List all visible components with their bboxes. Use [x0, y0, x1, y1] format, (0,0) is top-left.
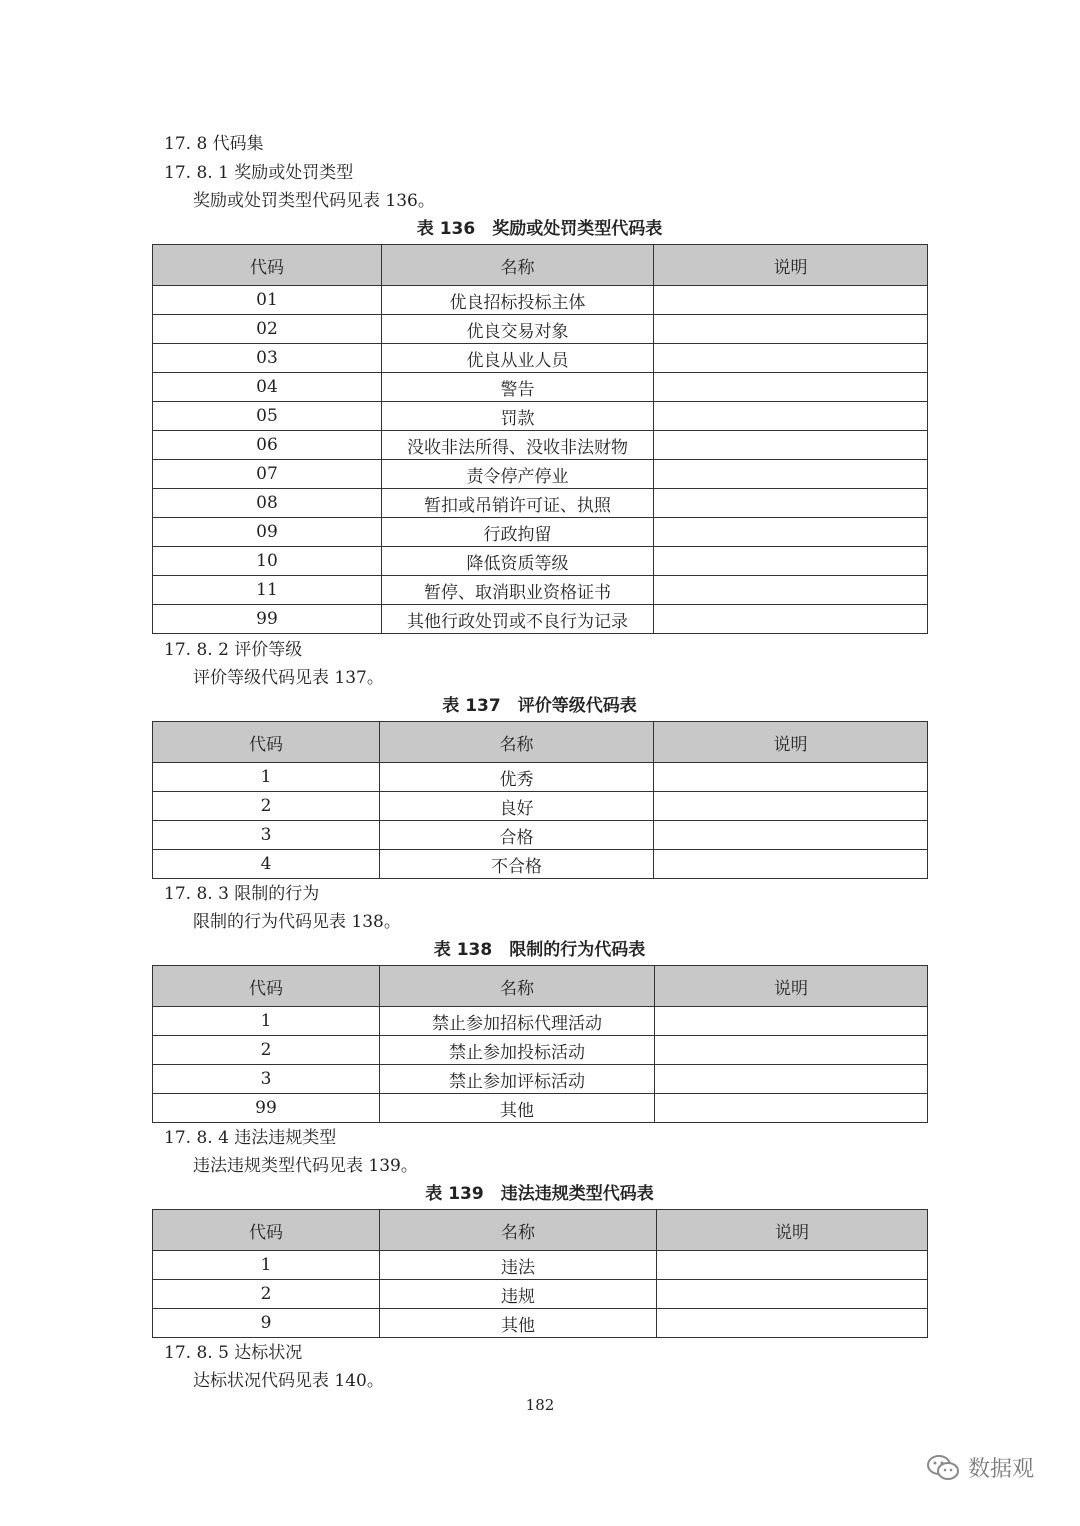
name-cell: 优秀 — [380, 763, 654, 792]
table-row — [153, 1094, 928, 1123]
table-row — [153, 1251, 928, 1280]
name-cell: 禁止参加投标活动 — [380, 1036, 655, 1065]
table-row — [153, 286, 928, 315]
table-row — [153, 1309, 928, 1338]
name-cell: 不合格 — [380, 850, 654, 879]
name-cell: 其他 — [380, 1309, 657, 1338]
name-cell: 警告 — [382, 373, 654, 402]
note-cell — [657, 1280, 928, 1309]
name-cell: 其他行政处罚或不良行为记录 — [382, 605, 654, 634]
page-number: 182 — [525, 1396, 555, 1414]
section-heading-17-8-3: 17. 8. 3 限制的行为 — [164, 884, 320, 904]
code-cell: 09 — [153, 518, 382, 547]
table-row — [153, 1036, 928, 1065]
name-cell: 合格 — [380, 821, 654, 850]
column-header: 代码 — [153, 245, 382, 286]
column-header: 说明 — [657, 1210, 928, 1251]
table-caption-138: 表 138 限制的行为代码表 — [433, 940, 646, 960]
table-caption-139: 表 139 违法违规类型代码表 — [425, 1184, 654, 1204]
table-row — [153, 850, 928, 879]
table-row — [153, 576, 928, 605]
name-cell: 行政拘留 — [382, 518, 654, 547]
name-cell: 良好 — [380, 792, 654, 821]
name-cell: 没收非法所得、没收非法财物 — [382, 431, 654, 460]
code-cell: 02 — [153, 315, 382, 344]
code-cell: 03 — [153, 344, 382, 373]
name-cell: 违规 — [380, 1280, 657, 1309]
section-intro-17-8-3: 限制的行为代码见表 138。 — [193, 912, 401, 932]
note-cell — [654, 402, 928, 431]
note-cell — [655, 1036, 928, 1065]
name-cell: 违法 — [380, 1251, 657, 1280]
column-header: 说明 — [655, 966, 928, 1007]
name-cell: 禁止参加招标代理活动 — [380, 1007, 655, 1036]
note-cell — [654, 576, 928, 605]
section-intro-17-8-5: 达标状况代码见表 140。 — [193, 1371, 384, 1391]
table-row — [153, 547, 928, 576]
name-cell: 责令停产停业 — [382, 460, 654, 489]
name-cell: 优良招标投标主体 — [382, 286, 654, 315]
column-header: 说明 — [654, 245, 928, 286]
section-intro-17-8-4: 违法违规类型代码见表 139。 — [193, 1156, 418, 1176]
column-header: 代码 — [153, 1210, 380, 1251]
table-row — [153, 763, 928, 792]
note-cell — [654, 547, 928, 576]
code-cell: 99 — [153, 1094, 380, 1123]
wechat-icon — [926, 1453, 960, 1483]
code-table-138 — [152, 965, 928, 1123]
name-cell: 罚款 — [382, 402, 654, 431]
name-cell: 其他 — [380, 1094, 655, 1123]
column-header: 名称 — [382, 245, 654, 286]
code-cell: 11 — [153, 576, 382, 605]
code-cell: 06 — [153, 431, 382, 460]
watermark-text: 数据观 — [968, 1457, 1035, 1482]
table-row — [153, 1280, 928, 1309]
code-cell: 1 — [153, 1251, 380, 1280]
column-header: 名称 — [380, 966, 655, 1007]
name-cell: 禁止参加评标活动 — [380, 1065, 655, 1094]
note-cell — [654, 344, 928, 373]
code-cell: 2 — [153, 1036, 380, 1065]
note-cell — [654, 489, 928, 518]
name-cell: 降低资质等级 — [382, 547, 654, 576]
column-header: 代码 — [153, 722, 380, 763]
note-cell — [654, 850, 928, 879]
column-header: 说明 — [654, 722, 928, 763]
code-cell: 07 — [153, 460, 382, 489]
code-cell: 01 — [153, 286, 382, 315]
note-cell — [654, 518, 928, 547]
section-heading-17-8-5: 17. 8. 5 达标状况 — [164, 1343, 303, 1363]
table-row — [153, 1065, 928, 1094]
code-cell: 9 — [153, 1309, 380, 1338]
table-row — [153, 821, 928, 850]
section-heading-17-8-1: 17. 8. 1 奖励或处罚类型 — [164, 163, 354, 183]
table-row — [153, 489, 928, 518]
note-cell — [654, 460, 928, 489]
note-cell — [654, 605, 928, 634]
table-caption-137: 表 137 评价等级代码表 — [442, 696, 637, 716]
section-intro-17-8-2: 评价等级代码见表 137。 — [193, 668, 384, 688]
note-cell — [654, 792, 928, 821]
table-row — [153, 373, 928, 402]
note-cell — [654, 315, 928, 344]
code-cell: 2 — [153, 792, 380, 821]
column-header: 名称 — [380, 722, 654, 763]
code-table-137 — [152, 721, 928, 879]
table-row — [153, 402, 928, 431]
note-cell — [654, 431, 928, 460]
watermark — [926, 1452, 1034, 1483]
note-cell — [654, 821, 928, 850]
note-cell — [657, 1251, 928, 1280]
code-cell: 3 — [153, 821, 380, 850]
code-cell: 3 — [153, 1065, 380, 1094]
name-cell: 暂扣或吊销许可证、执照 — [382, 489, 654, 518]
note-cell — [655, 1007, 928, 1036]
code-cell: 1 — [153, 1007, 380, 1036]
code-cell: 2 — [153, 1280, 380, 1309]
code-table-136 — [152, 244, 928, 634]
code-cell: 05 — [153, 402, 382, 431]
section-heading-17-8-2: 17. 8. 2 评价等级 — [164, 640, 303, 660]
table-row — [153, 518, 928, 547]
note-cell — [655, 1094, 928, 1123]
table-row — [153, 344, 928, 373]
column-header: 代码 — [153, 966, 380, 1007]
code-cell: 08 — [153, 489, 382, 518]
note-cell — [657, 1309, 928, 1338]
table-row — [153, 605, 928, 634]
note-cell — [654, 286, 928, 315]
section-heading-17-8: 17. 8 代码集 — [164, 134, 264, 154]
table-row — [153, 792, 928, 821]
table-row — [153, 1007, 928, 1036]
code-cell: 04 — [153, 373, 382, 402]
name-cell: 暂停、取消职业资格证书 — [382, 576, 654, 605]
section-heading-17-8-4: 17. 8. 4 违法违规类型 — [164, 1128, 337, 1148]
name-cell: 优良从业人员 — [382, 344, 654, 373]
table-caption-136: 表 136 奖励或处罚类型代码表 — [416, 219, 663, 239]
code-table-139 — [152, 1209, 928, 1338]
code-cell: 4 — [153, 850, 380, 879]
note-cell — [654, 373, 928, 402]
column-header: 名称 — [380, 1210, 657, 1251]
code-cell: 1 — [153, 763, 380, 792]
name-cell: 优良交易对象 — [382, 315, 654, 344]
table-row — [153, 460, 928, 489]
table-row — [153, 315, 928, 344]
note-cell — [654, 763, 928, 792]
section-intro-17-8-1: 奖励或处罚类型代码见表 136。 — [193, 191, 435, 211]
code-cell: 99 — [153, 605, 382, 634]
table-row — [153, 431, 928, 460]
note-cell — [655, 1065, 928, 1094]
code-cell: 10 — [153, 547, 382, 576]
